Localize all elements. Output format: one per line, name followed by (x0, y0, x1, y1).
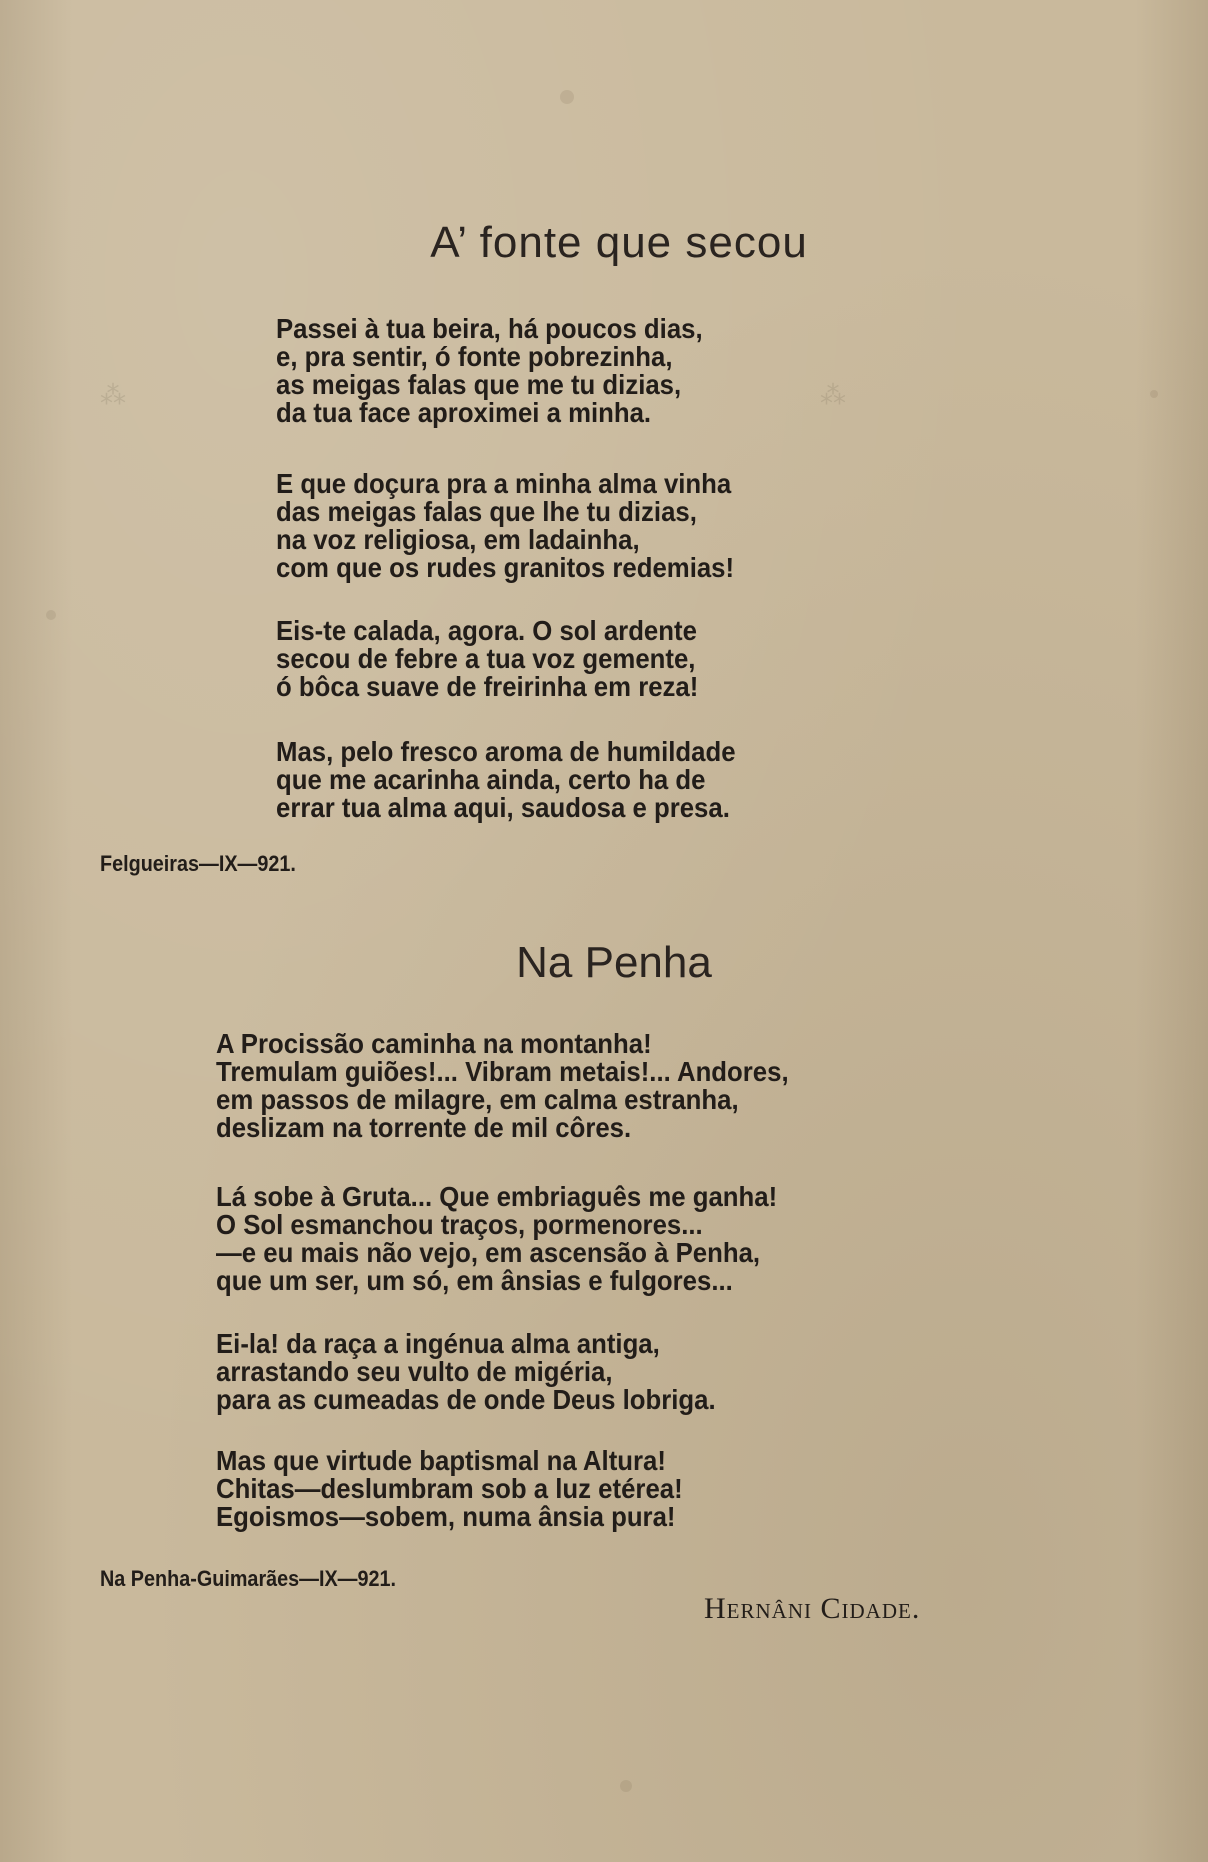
verse-line: em passos de milagre, em calma estranha, (216, 1084, 739, 1115)
verse-line: Mas que virtude baptismal na Altura! (216, 1445, 666, 1476)
verse-line: Passei à tua beira, há poucos dias, (276, 313, 703, 344)
paper-stain (560, 90, 574, 104)
stanza (216, 1030, 838, 1142)
stanza (276, 738, 775, 822)
author-signature: Hernâni Cidade. (704, 1592, 921, 1625)
verse-line: Egoismos—sobem, numa ânsia pura! (216, 1501, 676, 1532)
verse-line: errar tua alma aqui, saudosa e presa. (276, 792, 730, 823)
verse-line: secou de febre a tua voz gemente, (276, 643, 696, 674)
stanza (216, 1330, 759, 1414)
verse-line: Mas, pelo fresco aroma de humildade (276, 736, 736, 767)
stanza (276, 617, 735, 701)
stanza (276, 470, 774, 582)
verse-line: e, pra sentir, ó fonte pobrezinha, (276, 341, 673, 372)
verse-line: A Procissão caminha na montanha! (216, 1028, 652, 1059)
stanza (216, 1447, 723, 1531)
verse-line: Eis-te calada, agora. O sol ardente (276, 615, 697, 646)
verse-line: Ei-la! da raça a ingénua alma antiga, (216, 1328, 660, 1359)
stanza (276, 315, 740, 427)
verse-line: —e eu mais não vejo, em ascensão à Penha, (216, 1237, 761, 1268)
verse-line: da tua face aproximei a minha. (276, 397, 652, 428)
place-date: Na Penha-Guimarães—IX—921. (100, 1566, 397, 1591)
verse-line: Lá sobe à Gruta... Que embriaguês me ganha! (216, 1181, 778, 1212)
verse-line: E que doçura pra a minha alma vinha (276, 468, 732, 499)
verse-line: O Sol esmanchou traços, pormenores... (216, 1209, 703, 1240)
verse-line: que um ser, um só, em ânsias e fulgores... (216, 1265, 733, 1296)
verse-line: deslizam na torrente de mil côres. (216, 1112, 632, 1143)
bleed-through: ⁂ (820, 380, 846, 410)
paper-stain (46, 610, 56, 620)
poem-title: A’ fonte que secou (430, 218, 808, 267)
verse-line: as meigas falas que me tu dizias, (276, 369, 682, 400)
verse-line: para as cumeadas de onde Deus lobriga. (216, 1384, 716, 1415)
verse-line: que me acarinha ainda, certo ha de (276, 764, 706, 795)
bleed-through: ⁂ (100, 380, 126, 410)
verse-line: das meigas falas que lhe tu dizias, (276, 496, 697, 527)
verse-line: arrastando seu vulto de migéria, (216, 1356, 613, 1387)
poem-title: Na Penha (516, 938, 712, 987)
verse-line: Chitas—deslumbram sob a luz etérea! (216, 1473, 683, 1504)
verse-line: na voz religiosa, em ladainha, (276, 524, 640, 555)
verse-line: Tremulam guiões!... Vibram metais!... Andores, (216, 1056, 789, 1087)
verse-line: com que os rudes granitos redemias! (276, 552, 735, 583)
paper-stain (1150, 390, 1158, 398)
place-date: Felgueiras—IX—921. (100, 851, 296, 876)
verse-line: ó bôca suave de freirinha em reza! (276, 671, 699, 702)
stanza (216, 1183, 826, 1295)
paper-stain (620, 1780, 632, 1792)
